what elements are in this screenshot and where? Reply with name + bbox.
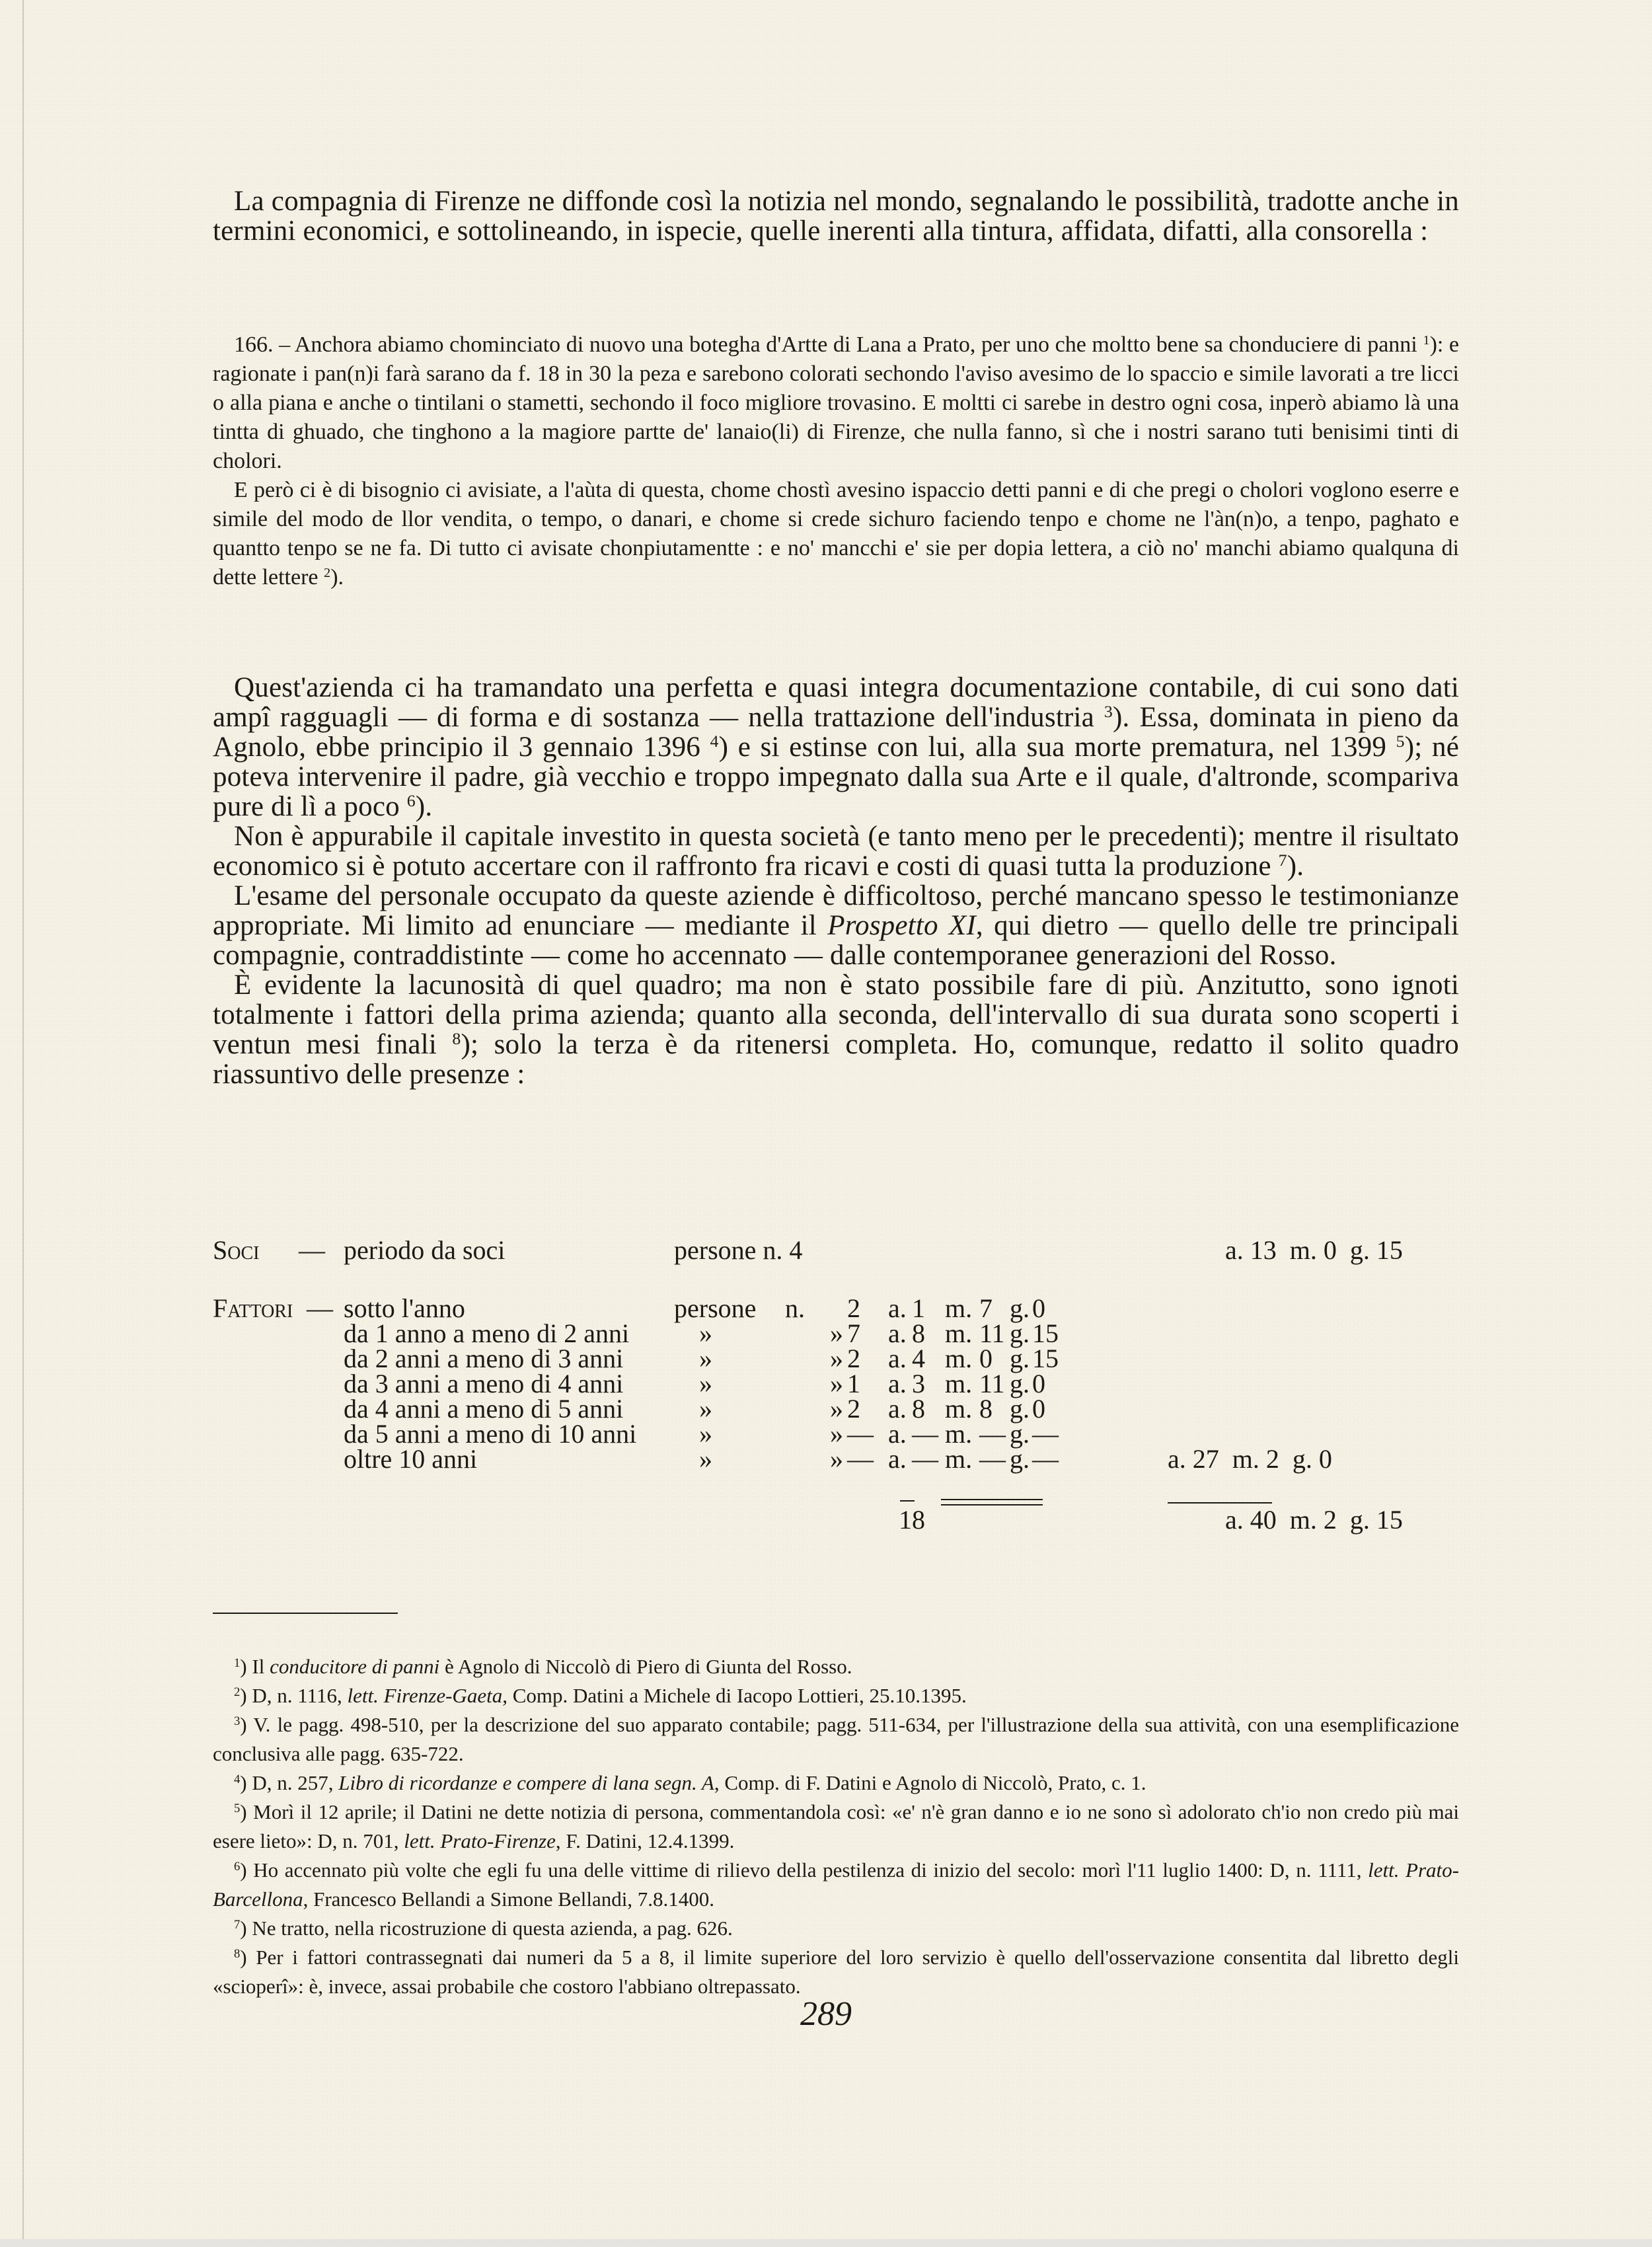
footnote-number: 7 <box>234 1917 241 1932</box>
unit-mesi: m. <box>945 1394 973 1424</box>
unit-mesi: m. <box>945 1318 973 1348</box>
quote-paragraph-1 <box>213 330 1459 476</box>
unit-giorni: g. <box>1010 1293 1030 1323</box>
row-description: da 3 anni a meno di 4 anni <box>344 1369 624 1398</box>
footnote-citation-title: lett. Prato-Barcellona <box>213 1858 1459 1911</box>
ditto-mark: » <box>699 1419 712 1449</box>
footnote-8 <box>213 1943 1459 2001</box>
footnote-citation-title: Libro di ricordanze e compere di lana segn. A <box>338 1771 714 1794</box>
footnote-ref-7[interactable]: 7 <box>1278 850 1287 870</box>
footnote-number: 8 <box>234 1946 241 1961</box>
unit-giorni: g. <box>1010 1394 1030 1424</box>
footnote-ref-3[interactable]: 3 <box>1104 701 1113 721</box>
unit-mesi: m. <box>945 1369 973 1398</box>
row-years: — <box>912 1444 938 1474</box>
footnote-ref-8[interactable]: 8 <box>452 1028 461 1048</box>
duration-double-rule-top <box>941 1499 1043 1500</box>
footnote-ref-4[interactable]: 4 <box>710 731 719 751</box>
paragraph-text: È evidente la lacunosità di quel quadro; ma non è stato possibile fare di più. Anzitutto, sono ignoti totalmente i fattori della prima azienda; quanto alla seconda, dell'intervallo di sua durata sono scoperti i ventun mesi finali <box>213 970 1459 1060</box>
paragraph-text: ); solo la terza è da ritenersi completa. Ho, comunque, redatto il solito quadro riassuntivo delle presenze : <box>213 1029 1459 1090</box>
duration-double-rule-bottom <box>941 1504 1043 1505</box>
quote-text: ): e ragionate i pan(n)i farà sarano da f. 18 in 30 la peza e sarebono colorati sechondo l'aviso avesimo de lo spaccio e simile lavorati a tre licci o alla piana e anche o tintilani o stametti, sechondo il foco migliore trovasino. E moltti ci sarebe in destro ogni cosa, inperò abiamo là una tintta di ghuado, che tinghono a la magiore partte de' lanaio(li) di Firenze, che nulla fanno, sì che i nostri sarano tuti benisimi tinti di cholori. <box>213 332 1460 473</box>
footnote-3 <box>213 1710 1459 1769</box>
ditto-mark: n. <box>785 1293 805 1323</box>
paragraph-documentation <box>213 673 1459 821</box>
quote-paragraph-2 <box>213 476 1459 592</box>
ditto-mark: » <box>699 1444 712 1474</box>
unit-anni: a. <box>888 1293 907 1323</box>
footnote-text: ) Per i fattori contrassegnati dai numeri da 5 a 8, il limite superiore del loro servizio è quello dell'osservazione consentita dal libretto degli «scioperî»: è, invece, assai probabile che costoro l'abbiano oltrepassato. <box>213 1946 1459 1998</box>
footnote-7 <box>213 1914 1459 1943</box>
footnote-text: , Comp. di F. Datini e Agnolo di Niccolò, Prato, c. 1. <box>714 1771 1146 1794</box>
paragraph-text: ). <box>415 791 433 822</box>
footnote-ref-2[interactable]: 2 <box>324 565 331 580</box>
row-months: — <box>979 1419 1006 1449</box>
ditto-mark: » <box>699 1344 712 1373</box>
row-count: — <box>847 1444 874 1474</box>
footnote-6 <box>213 1856 1459 1914</box>
soci-description: periodo da soci <box>344 1235 506 1265</box>
row-months: 8 <box>979 1394 993 1424</box>
footnote-citation-title: lett. Prato-Firenze <box>404 1829 556 1852</box>
unit-anni: a. <box>888 1419 907 1449</box>
footnote-text: ) D, n. 257, <box>240 1771 339 1794</box>
row-description: da 4 anni a meno di 5 anni <box>344 1394 624 1424</box>
ditto-mark: » <box>699 1394 712 1424</box>
row-count: 2 <box>847 1394 860 1424</box>
unit-giorni: g. <box>1010 1318 1030 1348</box>
quoted-letter <box>213 330 1459 592</box>
footnote-separator <box>213 1613 398 1614</box>
ditto-mark: » <box>830 1444 843 1474</box>
row-description: oltre 10 anni <box>344 1444 478 1474</box>
unit-mesi: m. <box>945 1344 973 1373</box>
unit-mesi: m. <box>945 1444 973 1474</box>
row-days: 0 <box>1032 1394 1045 1424</box>
row-months: 7 <box>979 1293 993 1323</box>
paragraph-lacunae <box>213 970 1459 1089</box>
row-years: 1 <box>912 1293 925 1323</box>
paragraph-capital <box>213 821 1459 881</box>
footnote-text: ) Ho accennato più volte che egli fu una delle vittime di rilievo della pestilenza di inizio del secolo: morì l'11 luglio 1400: D, n. 1111, <box>240 1858 1369 1882</box>
footnote-number: 1 <box>234 1656 241 1670</box>
unit-giorni: g. <box>1010 1344 1030 1373</box>
count-total-rule <box>900 1500 915 1502</box>
row-description: sotto l'anno <box>344 1293 465 1323</box>
soci-dash: — <box>299 1235 325 1265</box>
footnote-ref-1[interactable]: 1 <box>1423 332 1430 348</box>
ditto-mark: » <box>830 1344 843 1373</box>
row-description: da 1 anno a meno di 2 anni <box>344 1318 630 1348</box>
fattori-row <box>213 1443 1459 1474</box>
footnote-text: , F. Datini, 12.4.1399. <box>555 1829 735 1852</box>
intro-section <box>213 186 1459 246</box>
ditto-mark: » <box>830 1419 843 1449</box>
row-count: — <box>847 1419 874 1449</box>
page-fold-line <box>22 0 24 2239</box>
footnote-text: ) Morì il 12 aprile; il Datini ne dette notizia di persona, commentandola così: «e' n'è gran danno e io ne sono sì adolorato ch'io non credo più mai esere lieto»: D, n. 701, <box>213 1800 1459 1852</box>
footnote-text: , Francesco Bellandi a Simone Bellandi, 7.8.1400. <box>303 1887 715 1911</box>
footnote-5 <box>213 1798 1459 1856</box>
footnote-2 <box>213 1681 1459 1710</box>
paragraph-text: ); né poteva intervenire il padre, già vecchio e troppo impegnato dalla sua Arte e il quale, d'altronde, scompariva pure di lì a poco <box>213 732 1459 822</box>
ditto-mark: persone <box>674 1293 757 1323</box>
footnote-number: 3 <box>234 1714 241 1728</box>
row-months: 11 <box>979 1318 1005 1348</box>
unit-giorni: g. <box>1010 1419 1030 1449</box>
prospetto-reference: Prospetto XI <box>827 910 976 941</box>
unit-mesi: m. <box>945 1293 973 1323</box>
footnote-4 <box>213 1769 1459 1798</box>
footnote-text: ) V. le pagg. 498-510, per la descrizione del suo apparato contabile; pagg. 511-634, per l'illustrazione della sua attività, con una esemplificazione conclusiva alle pagg. 635-722. <box>213 1713 1459 1765</box>
footnote-citation-title: conducitore di panni <box>270 1655 440 1678</box>
paragraph-text: Non è appurabile il capitale investito in questa società (e tanto meno per le precedenti); mentre il risultato economico si è potuto accertare con il raffronto fra ricavi e costi di quasi tutta la produzione <box>213 821 1459 882</box>
subtotal-rule <box>1168 1502 1272 1504</box>
paragraph-personnel <box>213 881 1459 970</box>
unit-anni: a. <box>888 1444 907 1474</box>
row-days: 0 <box>1032 1369 1045 1398</box>
soci-row <box>213 1235 1459 1265</box>
footnote-text: ) Ne tratto, nella ricostruzione di questa azienda, a pag. 626. <box>240 1917 733 1940</box>
unit-anni: a. <box>888 1394 907 1424</box>
footnote-text: ) D, n. 1116, <box>240 1684 348 1707</box>
paragraph-text: Quest'azienda ci ha tramandato una perfetta e quasi integra documentazione contabile, di cui sono dati ampî ragguagli — di forma e di sostanza — nella trattazione dell'industria <box>213 672 1459 733</box>
paragraph-text: L'esame del personale occupato da queste aziende è difficoltoso, perché mancano spesso le testimonianze appropriate. Mi limito ad enunciare — mediante il <box>213 880 1459 941</box>
footnote-number: 6 <box>234 1859 241 1874</box>
unit-mesi: m. <box>945 1419 973 1449</box>
footnote-text: è Agnolo di Niccolò di Piero di Giunta del Rosso. <box>439 1655 852 1678</box>
footnote-1 <box>213 1652 1459 1681</box>
ditto-mark: » <box>699 1369 712 1398</box>
fattori-dash: — <box>307 1293 333 1323</box>
row-years: 3 <box>912 1369 925 1398</box>
paragraph-text: ). <box>1287 851 1304 882</box>
row-months: 11 <box>979 1369 1005 1398</box>
footnote-number: 4 <box>234 1772 241 1786</box>
row-count: 7 <box>847 1318 860 1348</box>
footnote-ref-5[interactable]: 5 <box>1396 731 1405 751</box>
row-count: 1 <box>847 1369 860 1398</box>
grand-total: a. 40 m. 2 g. 15 <box>1225 1505 1403 1535</box>
soci-count: persone n. 4 <box>674 1235 803 1265</box>
page-number: 289 <box>800 1995 852 2033</box>
quote-text: 166. – Anchora abiamo chominciato di nuovo una botegha d'Artte di Lana a Prato, per uno che moltto bene sa chonduciere di panni <box>234 332 1423 357</box>
intro-paragraph: La compagnia di Firenze ne diffonde così la notizia nel mondo, segnalando le possibilità, tradotte anche in termini economici, e sottolineando, in ispecie, quelle inerenti alla tintura, affidata, difatti, alla consorella : <box>213 186 1459 247</box>
fattori-subtotal: a. 27 m. 2 g. 0 <box>1168 1444 1332 1474</box>
ditto-mark: » <box>830 1394 843 1424</box>
row-years: 8 <box>912 1394 925 1424</box>
fattori-label: Fattori <box>213 1293 293 1323</box>
ditto-mark: » <box>699 1318 712 1348</box>
total-persons: 18 <box>899 1505 925 1535</box>
footnote-ref-6[interactable]: 6 <box>406 790 416 810</box>
row-days: — <box>1032 1419 1059 1449</box>
row-years: 4 <box>912 1344 925 1373</box>
footnote-text: , Comp. Datini a Michele di Iacopo Lottieri, 25.10.1395. <box>502 1684 967 1707</box>
row-days: 15 <box>1032 1318 1059 1348</box>
unit-anni: a. <box>888 1318 907 1348</box>
ditto-mark: » <box>830 1369 843 1398</box>
footnote-number: 5 <box>234 1801 241 1815</box>
paragraph-text: ) e si estinse con lui, alla sua morte prematura, nel 1399 <box>718 732 1396 763</box>
unit-giorni: g. <box>1010 1369 1030 1398</box>
row-days: 0 <box>1032 1293 1045 1323</box>
paragraph-text: , qui dietro — quello delle tre principali compagnie, contraddistinte — come ho accennato — dalle contemporanee generazioni del Rosso. <box>213 910 1460 971</box>
row-months: — <box>979 1444 1006 1474</box>
footnote-number: 2 <box>234 1685 241 1699</box>
quote-text: E però ci è di bisognio ci avisiate, a l'aùta di questa, chome chostì avesino ispaccio detti panni e di che pregi o cholori voglono eserre e simile del modo de llor vendita, o tempo, o danari, e chome si crede sichuro faciendo tenpo e chome ne l'àn(n)o, a tenpo, paghato e quantto tenpo se ne fa. Di tutto ci avisate chonpiutamentte : e no' mancchi e' sie per dopia lettera, a ciò no' manchi abiamo qualquna di dette lettere <box>213 478 1459 590</box>
footnote-citation-title: lett. Firenze-Gaeta <box>347 1684 503 1707</box>
unit-anni: a. <box>888 1369 907 1398</box>
paragraph-text: ). Essa, dominata in pieno da Agnolo, ebbe principio il 3 gennaio 1396 <box>213 702 1460 763</box>
ditto-mark: » <box>830 1318 843 1348</box>
row-days: 15 <box>1032 1344 1059 1373</box>
soci-label: Soci <box>213 1235 260 1265</box>
quote-text: ). <box>330 565 344 590</box>
row-description: da 2 anni a meno di 3 anni <box>344 1344 624 1373</box>
row-days: — <box>1032 1444 1059 1474</box>
row-count: 2 <box>847 1344 860 1373</box>
soci-total: a. 13 m. 0 g. 15 <box>1225 1235 1403 1265</box>
row-years: — <box>912 1419 938 1449</box>
body-section <box>213 673 1459 1089</box>
unit-anni: a. <box>888 1344 907 1373</box>
row-years: 8 <box>912 1318 925 1348</box>
row-months: 0 <box>979 1344 993 1373</box>
row-count: 2 <box>847 1293 860 1323</box>
footnote-text: ) Il <box>240 1655 270 1678</box>
row-description: da 5 anni a meno di 10 anni <box>344 1419 637 1449</box>
unit-giorni: g. <box>1010 1444 1030 1474</box>
footnotes <box>213 1652 1459 2001</box>
